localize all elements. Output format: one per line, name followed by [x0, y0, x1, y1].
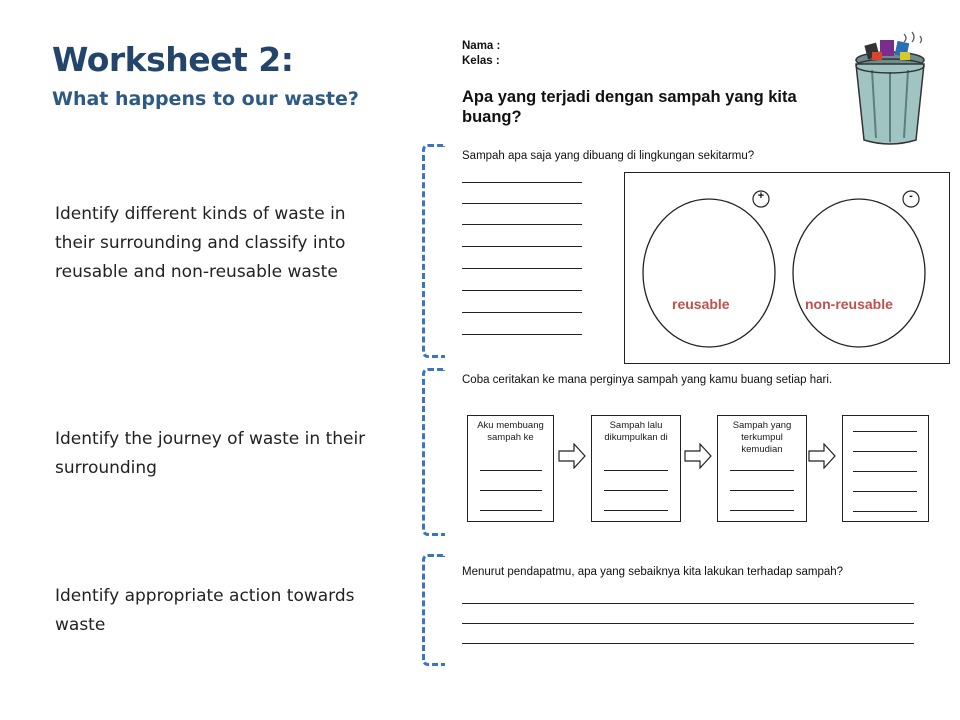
answer-line[interactable]	[462, 203, 582, 204]
worksheet-question: Apa yang terjadi dengan sampah yang kita buang?	[462, 88, 797, 126]
trash-can-icon	[842, 30, 938, 148]
kelas-label: Kelas :	[462, 55, 500, 67]
section2-prompt: Coba ceritakan ke mana perginya sampah yang kamu buang setiap hari.	[462, 374, 833, 386]
venn-circles	[625, 173, 949, 363]
flow-box-text: Sampah lalu dikumpulkan di	[604, 420, 668, 443]
answer-line[interactable]	[462, 246, 582, 247]
arrow-right-icon	[808, 443, 836, 469]
answer-line[interactable]	[462, 312, 582, 313]
section1-prompt: Sampah apa saja yang dibuang di lingkungan sekitarmu?	[462, 150, 755, 162]
answer-line[interactable]	[462, 643, 914, 644]
answer-line[interactable]	[462, 224, 582, 225]
slide-title: Worksheet 2:	[52, 40, 294, 79]
flow-box-1	[467, 415, 554, 522]
flow-box-3	[717, 415, 807, 522]
venn-diagram-box	[624, 172, 950, 364]
slide-subtitle: What happens to our waste?	[52, 88, 359, 110]
nama-label: Nama :	[462, 40, 501, 52]
flow-box-text: Aku membuang sampah ke	[477, 420, 544, 443]
flow-box-4	[842, 415, 929, 522]
flow-box-2	[591, 415, 681, 522]
section3-prompt: Menurut pendapatmu, apa yang sebaiknya kita lakukan terhadap sampah?	[462, 566, 844, 578]
flow-box-text: Sampah yang terkumpul kemudian	[732, 420, 792, 455]
answer-line[interactable]	[462, 290, 582, 291]
objective-1: Identify different kinds of waste in their surrounding and classify into reusable and non-reusable waste	[55, 204, 346, 282]
plus-icon: +	[757, 190, 765, 202]
arrow-right-icon	[558, 443, 586, 469]
answer-line[interactable]	[462, 334, 582, 335]
answer-line[interactable]	[462, 182, 582, 183]
arrow-right-icon	[684, 443, 712, 469]
answer-line[interactable]	[462, 603, 914, 604]
minus-icon: -	[909, 190, 913, 202]
bracket-section-1	[422, 144, 445, 358]
venn-label-non-reusable: non-reusable	[805, 296, 893, 312]
bracket-section-2	[422, 368, 445, 536]
answer-line[interactable]	[462, 623, 914, 624]
objective-3: Identify appropriate action towards waste	[55, 586, 355, 635]
venn-label-reusable: reusable	[672, 296, 730, 312]
objective-2: Identify the journey of waste in their surrounding	[55, 429, 366, 478]
bracket-section-3	[422, 554, 445, 666]
answer-line[interactable]	[462, 268, 582, 269]
